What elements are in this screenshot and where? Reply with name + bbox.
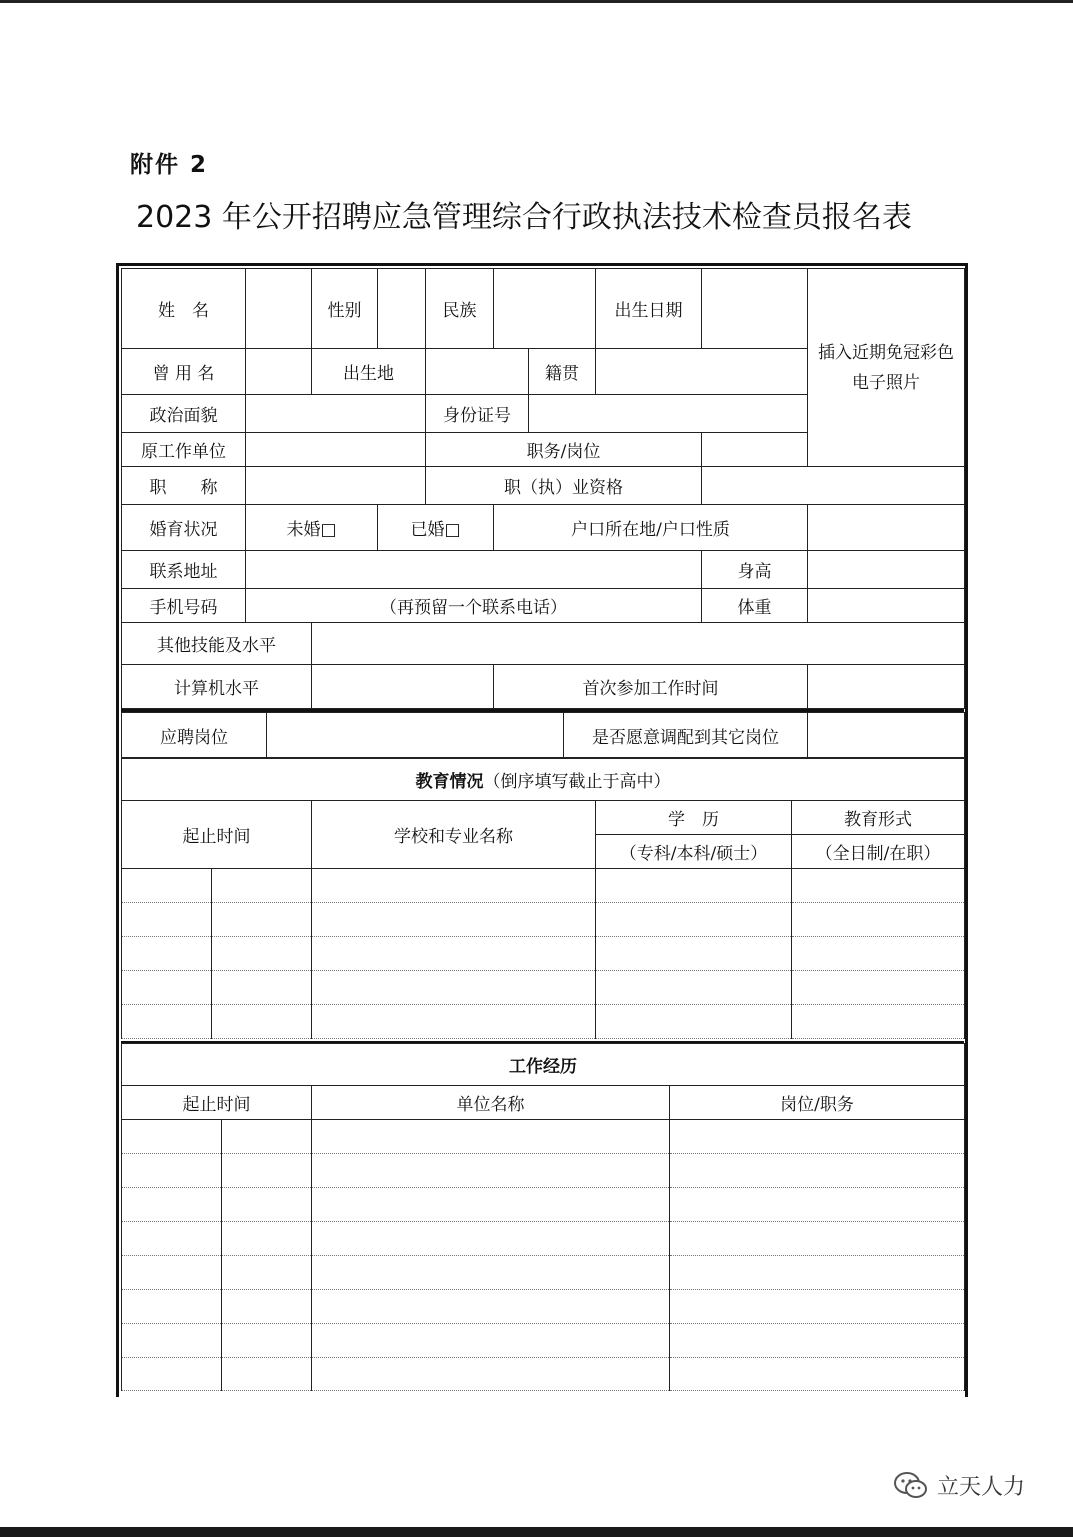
edu-school-header: 学校和专业名称 [312,801,596,869]
gender-field[interactable] [378,269,426,349]
work-end-cell[interactable] [222,1290,312,1324]
height-field[interactable] [808,551,965,589]
work-employer-cell[interactable] [312,1154,670,1188]
first-work-label: 首次参加工作时间 [494,665,808,709]
edu-start-cell[interactable] [122,971,212,1005]
id-number-field[interactable] [529,395,808,433]
birthplace-field[interactable] [426,349,529,395]
watermark-text: 立天人力 [937,1475,1026,1500]
transfer-label: 是否愿意调配到其它岗位 [564,713,808,758]
qualification-label: 职（执）业资格 [426,467,702,505]
edu-school-cell[interactable] [312,869,596,903]
work-end-cell[interactable] [222,1120,312,1154]
wechat-icon [893,1471,929,1501]
bottom-border [0,1527,1073,1537]
hukou-label: 户口所在地/户口性质 [494,505,808,551]
work-start-cell[interactable] [122,1120,222,1154]
married-checkbox[interactable]: 已婚□ [378,505,494,551]
edu-school-cell[interactable] [312,971,596,1005]
edu-school-cell[interactable] [312,1005,596,1039]
edu-form-cell[interactable] [792,937,965,971]
edu-degree-header: 学 历 [596,801,792,835]
phone-field[interactable]: （再预留一个联系电话） [246,589,702,623]
work-end-cell[interactable] [222,1256,312,1290]
first-work-field[interactable] [808,665,965,709]
photo-label: 插入近期免冠彩色电子照片 [818,342,954,393]
id-number-label: 身份证号 [426,395,529,433]
edu-degree-cell[interactable] [596,903,792,937]
prev-employer-field[interactable] [246,433,426,467]
work-table [121,1043,965,1391]
work-heading: 工作经历 [122,1044,965,1086]
apply-position-field[interactable] [267,713,564,758]
prof-title-label: 职 称 [122,467,246,505]
page-title: 2023 年公开招聘应急管理综合行政执法技术检查员报名表 [136,200,912,235]
edu-degree-cell[interactable] [596,937,792,971]
work-post-header: 岗位/职务 [670,1086,965,1120]
former-name-label: 曾 用 名 [122,349,246,395]
weight-label: 体重 [702,589,808,623]
education-table [121,758,965,1039]
work-employer-cell[interactable] [312,1222,670,1256]
work-start-cell[interactable] [122,1188,222,1222]
edu-form-cell[interactable] [792,903,965,937]
phone-label: 手机号码 [122,589,246,623]
edu-start-cell[interactable] [122,937,212,971]
work-end-cell[interactable] [222,1358,312,1391]
work-employer-cell[interactable] [312,1358,670,1391]
computer-field[interactable] [312,665,494,709]
work-post-cell[interactable] [670,1256,965,1290]
edu-school-cell[interactable] [312,903,596,937]
native-place-label: 籍贯 [529,349,596,395]
edu-end-cell[interactable] [212,937,312,971]
edu-school-cell[interactable] [312,937,596,971]
birthplace-label: 出生地 [312,349,426,395]
edu-degree-cell[interactable] [596,971,792,1005]
work-start-cell[interactable] [122,1324,222,1358]
edu-start-cell[interactable] [122,1005,212,1039]
work-period-header: 起止时间 [122,1086,312,1120]
unmarried-checkbox[interactable]: 未婚□ [246,505,378,551]
education-heading [122,759,965,801]
gender-label: 性别 [312,269,378,349]
native-place-field[interactable] [596,349,808,395]
apply-table [121,712,965,758]
political-label: 政治面貌 [122,395,246,433]
weight-field[interactable] [808,589,965,623]
other-skills-field[interactable] [312,623,965,665]
position-label: 职务/岗位 [426,433,702,467]
work-start-cell[interactable] [122,1256,222,1290]
work-start-cell[interactable] [122,1358,222,1391]
ethnicity-field[interactable] [494,269,596,349]
work-employer-header: 单位名称 [312,1086,670,1120]
edu-start-cell[interactable] [122,903,212,937]
edu-end-cell[interactable] [212,971,312,1005]
work-start-cell[interactable] [122,1290,222,1324]
watermark [893,1470,1025,1501]
edu-degree-note: （专科/本科/硕士） [596,835,792,869]
work-start-cell[interactable] [122,1154,222,1188]
edu-form-cell[interactable] [792,971,965,1005]
edu-form-cell[interactable] [792,869,965,903]
apply-position-label: 应聘岗位 [122,713,267,758]
work-post-cell[interactable] [670,1358,965,1391]
marital-label: 婚育状况 [122,505,246,551]
work-post-cell[interactable] [670,1324,965,1358]
name-label: 姓 名 [122,269,246,349]
work-employer-cell[interactable] [312,1290,670,1324]
edu-start-cell[interactable] [122,869,212,903]
birth-date-field[interactable] [702,269,808,349]
edu-degree-cell[interactable] [596,1005,792,1039]
edu-form-note: （全日制/在职） [792,835,965,869]
height-label: 身高 [702,551,808,589]
address-field[interactable] [246,551,702,589]
work-post-cell[interactable] [670,1154,965,1188]
qualification-field[interactable] [702,467,965,505]
position-field[interactable] [702,433,808,467]
birth-date-label: 出生日期 [596,269,702,349]
edu-end-cell[interactable] [212,903,312,937]
top-border [0,0,1073,3]
edu-form-cell[interactable] [792,1005,965,1039]
work-end-cell[interactable] [222,1188,312,1222]
work-employer-cell[interactable] [312,1256,670,1290]
attachment-label: 附件 2 [130,152,209,178]
education-heading-note: （倒序填写截止于高中） [483,772,671,792]
ethnicity-label: 民族 [426,269,494,349]
hukou-field[interactable] [808,505,965,551]
transfer-field[interactable] [808,713,965,758]
edu-end-cell[interactable] [212,869,312,903]
name-field[interactable] [246,269,312,349]
work-end-cell[interactable] [222,1222,312,1256]
work-start-cell[interactable] [122,1222,222,1256]
computer-label: 计算机水平 [122,665,312,709]
other-skills-label: 其他技能及水平 [122,623,312,665]
work-post-cell[interactable] [670,1290,965,1324]
edu-degree-cell[interactable] [596,869,792,903]
edu-form-header: 教育形式 [792,801,965,835]
edu-end-cell[interactable] [212,1005,312,1039]
work-employer-cell[interactable] [312,1120,670,1154]
work-employer-cell[interactable] [312,1188,670,1222]
basic-info-table [121,268,965,709]
former-name-field[interactable] [246,349,312,395]
work-post-cell[interactable] [670,1188,965,1222]
work-end-cell[interactable] [222,1154,312,1188]
prev-employer-label: 原工作单位 [122,433,246,467]
work-employer-cell[interactable] [312,1324,670,1358]
prof-title-field[interactable] [246,467,426,505]
photo-placeholder[interactable] [808,269,965,467]
political-field[interactable] [246,395,426,433]
work-post-cell[interactable] [670,1120,965,1154]
education-heading-text: 教育情况 [415,772,484,792]
work-post-cell[interactable] [670,1222,965,1256]
work-end-cell[interactable] [222,1324,312,1358]
edu-period-header: 起止时间 [122,801,312,869]
address-label: 联系地址 [122,551,246,589]
